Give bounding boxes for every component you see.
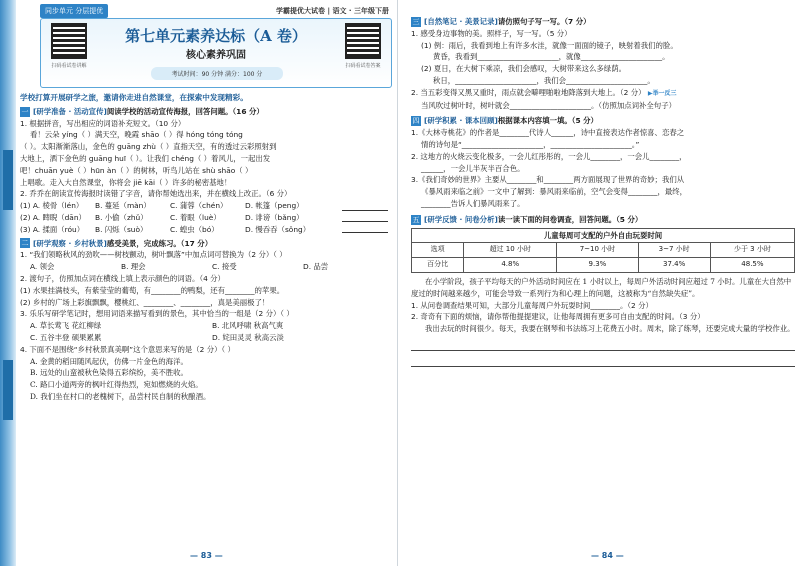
table-header: 3~7 小时	[638, 243, 710, 258]
section-tag: [研学观察 · 乡村秋景]	[33, 238, 107, 248]
page-number: — 83 —	[190, 551, 223, 560]
table-header-row	[412, 243, 795, 258]
question-line: (1) 例：雨后，我看到地上有许多水洼，就像一面面的镜子，映射着我们的脸。	[421, 40, 678, 50]
section-number: 五	[412, 215, 420, 224]
table-header: 7~10 小时	[557, 243, 638, 258]
section-tag: [研学积累 · 课本回顾]	[424, 116, 498, 126]
intro-text: 学校打算开展研学之旅，邀请你走进自然课堂，在探索中发现精彩。	[20, 93, 248, 102]
answer-blank[interactable]	[342, 222, 388, 233]
question-line: 看！云朵 yíng（ ）满天空，晚霞 shāo（ ）得 hóng tóng tóng	[30, 130, 243, 140]
question-line: 大地上，洒下金色的 guāng huī（ ）。让我们 chéng（ ）着风儿，一起出发	[20, 153, 271, 163]
question-line[interactable]: 黄昏，我看到______________________，就像______________________。	[433, 52, 670, 62]
question-line[interactable]: ________告诉人们暴风雨来了。	[421, 198, 525, 208]
table-header: 选项	[412, 243, 464, 258]
option[interactable]: A. 领会	[30, 262, 55, 272]
spine-mark	[3, 360, 13, 420]
option-row	[20, 212, 320, 224]
qr-caption: 扫码看试卷讲解	[51, 63, 87, 69]
question: 2. 当五彩变得又黑又重时，雨点就会噼哩啪啦地降落到大地上。（2 分）	[411, 87, 646, 97]
section-header	[20, 238, 394, 250]
left-page	[0, 0, 398, 566]
option[interactable]: D. 姹田灵灵 秋高云淡	[212, 332, 284, 342]
left-content	[20, 92, 394, 403]
question-line[interactable]: 当风吹过树叶时，树叶就会______________________。（仿照加点词补全句子）	[421, 100, 676, 110]
option[interactable]: A. 金黄的稻田随风起伏，仿佛一片金色的海洋。	[30, 356, 188, 366]
option[interactable]: (3) A. 揉面（róu）	[20, 224, 85, 234]
answer-line[interactable]	[411, 339, 795, 351]
table-cell: 4.8%	[464, 258, 557, 273]
page-spine	[0, 0, 16, 566]
question: 1. “我们领略秋风的劲吹——树枝颤动，树叶飘落”中加点词可替换为（2 分）（ ）	[20, 250, 287, 260]
question-line: (2) 夏日，在大树下乘凉，我们会感叹，大树带来这么多绿荫。	[421, 64, 626, 74]
option[interactable]: B. 远处的山蛮被秋色染得五彩缤纷，美不胜收。	[30, 368, 188, 378]
question[interactable]: 1.《大林寺桃花》的作者是________代诗人______，诗中直接表达作者惊喜、恋春之	[411, 128, 685, 138]
question-line[interactable]: 秋日，______________________，我们会______________________。	[433, 75, 655, 85]
question-line: 吧！chuān yuè（ ）hūn àn（ ）的树林，听鸟儿站在 shù shāo（ ）	[20, 165, 253, 175]
question-line[interactable]: ______，一会儿半灰半百合色。	[421, 163, 525, 173]
exam-info: 考试时间：90 分钟 满分：100 分	[151, 67, 283, 80]
section-text: 根据课本内容填一填。（5 分）	[497, 116, 598, 126]
option[interactable]: D. 诽谤（bǎng）	[245, 212, 304, 222]
section-text: 阅读学校的活动宣传海报，回答问题。（16 分）	[106, 106, 264, 116]
option[interactable]: B. 理会	[121, 262, 146, 272]
question-line: （ ）。太阳渐渐落山，金色的 guāng zhù（ ）直指天空，有的透过云彩照射到	[20, 142, 277, 152]
section-header	[411, 214, 795, 226]
section-tag: [研学反馈 · 问卷分析]	[424, 214, 498, 224]
answer-blanks	[342, 200, 388, 233]
section-header	[411, 115, 795, 127]
section-text: 读一读下面的问卷调查，回答问题。（5 分）	[497, 214, 643, 224]
example-tag: ▶举一反三	[647, 89, 677, 97]
table-cell: 百分比	[412, 258, 464, 273]
section-number: 一	[21, 107, 29, 116]
question: 2. 乔乔在朗读宣传海报时读错了字音，请你帮她选出来，并在横线上改正。（6 分）	[20, 189, 292, 199]
option[interactable]: C. 蒲蓉（chén）	[170, 201, 228, 211]
page-title: 第七单元素养达标（A 卷）	[125, 27, 307, 45]
section-tag: [研学准备 · 活动宣传]	[33, 106, 107, 116]
question-line[interactable]: 情的诗句是“______________________，______________________。”	[421, 139, 640, 149]
question[interactable]: 3.《我们奇妙的世界》主要从________和________两方面展现了世界的奇妙；我们从	[411, 175, 685, 185]
question-with-tag	[411, 87, 795, 100]
answer-blank[interactable]	[342, 200, 388, 211]
option[interactable]: C. 接受	[212, 262, 237, 272]
question: 1. 根据拼音，写出相应的词语补充短文。（10 分）	[20, 118, 186, 128]
options-block	[20, 200, 394, 235]
option[interactable]: B. 北风呼啸 秋高气爽	[212, 321, 284, 331]
question-line: (1) 水果挂满枝头，有紫莹莹的葡萄，有________的鸭梨，还有________的苹果。	[20, 285, 285, 295]
option-row	[20, 320, 394, 344]
section-number: 四	[412, 117, 420, 126]
option[interactable]: B. 小偷（zhǔ）	[95, 212, 148, 222]
question-line: (2) 乡村的广场上彩旗飘飘，樱桃红、________、________，真是美丽极了！	[20, 297, 270, 307]
option[interactable]: C. 五谷丰登 硕果累累	[30, 332, 102, 342]
option[interactable]: B. 闪烁（suò）	[95, 224, 148, 234]
section-text: 感受美景，完成练习。（17 分）	[106, 238, 213, 248]
option-row	[20, 224, 320, 236]
right-page	[401, 0, 800, 566]
option[interactable]: C. 蝗虫（bó）	[170, 224, 219, 234]
question[interactable]: 2. 这地方的火烧云变化极多，一会儿红彤彤的，一会儿________，一会儿________，	[411, 151, 687, 161]
problem-text: 我出去玩的时间很少。每天，我要在钢琴和书法练习上花费五小时。周末，除了练琴，还要完成大量的学校作业。	[425, 324, 795, 334]
title-banner	[40, 18, 392, 88]
option[interactable]: C. 着眼（luè）	[170, 212, 221, 222]
question: 4. 下面不是围绕“乡村秋景真美啊”这个意思来写的是（2 分）（ ）	[20, 344, 235, 354]
question: 2. 渡句子，仿照加点词在横线上填上表示颜色的词语。（4 分）	[20, 273, 225, 283]
table-cell: 9.3%	[557, 258, 638, 273]
table-header: 超过 10 小时	[464, 243, 557, 258]
question-line[interactable]: 《暴风雨来临之前》一文中了解到：暴风雨来临前，空气会变得________，最终，	[421, 187, 688, 197]
section-number: 二	[21, 239, 29, 248]
section-header	[20, 106, 394, 118]
option[interactable]: B. 蔓延（màn）	[95, 201, 151, 211]
table-row	[412, 258, 795, 273]
question: 1. 感受身边事物的美。照样子，写一写。（5 分）	[411, 28, 572, 38]
answer-blank[interactable]	[342, 211, 388, 222]
section-text: 请仿照句子写一写。（7 分）	[497, 17, 591, 26]
option[interactable]: D. 品尝	[303, 262, 329, 272]
table-cell: 48.5%	[710, 258, 794, 273]
option-row	[20, 261, 394, 273]
option[interactable]: C. 路口小道两旁的枫叶红得热烈，宛如燃烧的火焰。	[30, 380, 203, 390]
option[interactable]: D. 慢吞吞（sǒng）	[245, 224, 311, 234]
section-tag: [自然笔记 · 美景记录]	[424, 17, 498, 26]
option[interactable]: D. 帐篷（peng）	[245, 201, 304, 211]
table-cell: 37.4%	[638, 258, 710, 273]
spine-mark	[3, 150, 13, 210]
option[interactable]: D. 我们坐在村口的老槐树下，品尝村民自制的秋酿酒。	[30, 391, 211, 401]
section-header	[411, 16, 795, 28]
section-number: 三	[412, 17, 420, 26]
question: 2. 奇奇有下面的烦恼，请你帮他提提建议，让他每周拥有更多可自由支配的时间。（3 分）	[411, 312, 705, 322]
page-number: — 84 —	[591, 551, 624, 560]
qr-caption: 扫码看试卷答案	[345, 63, 381, 69]
book-header: 学霸提优大试卷 | 语文 · 三年级下册	[276, 7, 389, 15]
answer-line[interactable]	[411, 355, 795, 367]
table-header: 少于 3 小时	[710, 243, 794, 258]
option[interactable]: A. 草长莺飞 花红柳绿	[30, 321, 102, 331]
page-subtitle: 核心素养巩固	[186, 50, 246, 61]
option-row	[20, 200, 320, 212]
table-caption: 儿童每周可支配的户外自由玩耍时间	[412, 228, 795, 243]
option[interactable]: (1) A. 棱骨（lén）	[20, 201, 84, 211]
question-line: 上唱歌。走入大自然课堂，你将会 jiē kāi（ ）许多的秘密基地！	[20, 177, 232, 187]
right-content	[411, 14, 795, 367]
survey-table	[411, 228, 795, 273]
passage-text: 在小学阶段，孩子平均每天的户外活动时间应在 1 小时以上，每周户外活动时间应超过 7 小时。儿童在大自然中度过的时间越来越少，可能会导致一系列行为和心理上的问题，这被称为“自然缺失症”。	[411, 276, 792, 298]
question[interactable]: 1. 从问卷调查结果可知，大部分儿童每周户外玩耍时间________。（2 分）	[411, 300, 653, 310]
question: 3. 乐乐写研学笔记时，想用词语来描写看到的景色，其中恰当的一组是（2 分）（ ）	[20, 309, 294, 319]
series-tag: 同步单元 分层提优	[40, 4, 108, 18]
option[interactable]: (2) A. 睥睨（dān）	[20, 212, 86, 222]
